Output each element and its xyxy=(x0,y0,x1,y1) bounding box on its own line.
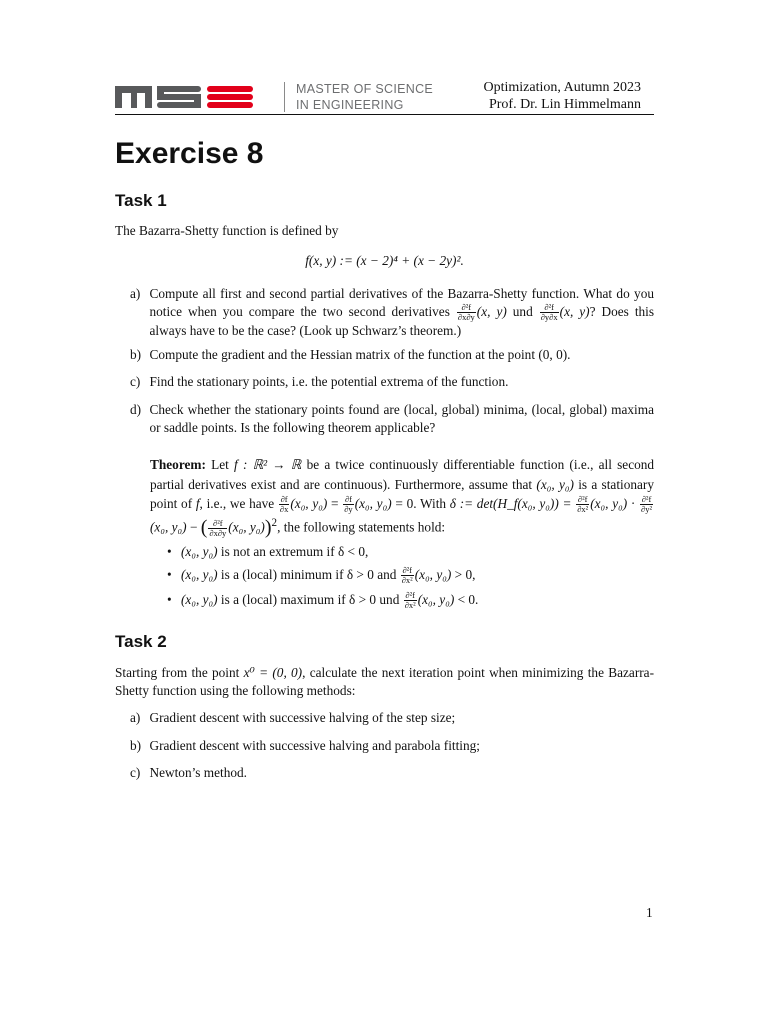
derivative-args: (x₀, y₀) xyxy=(590,496,628,511)
item-text: Gradient descent with successive halving of the step size; xyxy=(149,710,456,725)
second-partial-xy: $\frac{\text{∂²f}}{\partial x\partial y}$ xyxy=(209,518,227,539)
item-label: b) xyxy=(130,738,142,753)
item-text: Check whether the stationary points found are (local, global) minima, (local, global) maxima or saddle points. Is the following theorem applicable? xyxy=(149,402,654,435)
stationary-point: (x₀, y₀) xyxy=(181,592,218,607)
theorem-block: Theorem: Let f : ℝ² → ℝ be a twice continuously differentiable function (i.e., all second partial derivatives exist and are continuous). Furthermore, assume that (x₀, y₀) is a stationary point of f, i.e., we have $\frac{\partial f}{\partial x}$ (x₀, y₀) = $\frac{\partial f}{\partial y}$ (x₀, y₀) = 0. With δ := det(H_f(x₀, y₀)) = $\frac{\text{∂²f}}{\text{∂x²}}$ (x₀, y₀) · $\frac{\text{∂²f}}{\text{∂y²}}$ (x₀, y₀) − ( $\frac{\text{∂²f}}{\partial x\partial y}$ (x₀, y₀))$^2$, the following statements hold: xyxy=(150,457,655,540)
item-text: Find the stationary points, i.e. the potential extrema of the function. xyxy=(149,374,509,389)
second-partial-xx: $\frac{\text{∂²f}}{\text{∂x²}}$ xyxy=(577,494,589,515)
derivative-args: (x₀, y₀) xyxy=(354,496,392,511)
course-title: Optimization, Autumn 2023 xyxy=(483,80,641,95)
exercise-title: Exercise 8 xyxy=(115,137,264,170)
logo-subtitle-line1: MASTER OF SCIENCE xyxy=(296,82,434,96)
course-info xyxy=(484,79,642,113)
professor-name: Prof. Dr. Lin Himmelmann xyxy=(488,97,641,112)
item-label: a) xyxy=(130,286,141,301)
theorem-label: Theorem: xyxy=(150,457,206,472)
theorem-text: is a stationary point of xyxy=(150,476,654,511)
second-partial-yy: $\frac{\text{∂²f}}{\text{∂y²}}$ xyxy=(641,494,653,515)
theorem-text: , i.e., we have xyxy=(199,496,275,511)
logo-subtitle-line2: IN ENGINEERING xyxy=(296,98,404,112)
item-text: Compute the gradient and the Hessian matrix of the function at the point xyxy=(149,347,536,362)
intro-text: , calculate the next iteration point when minimizing the Bazarra-Shetty function using the following methods: xyxy=(115,665,654,698)
point-zero: (0, 0). xyxy=(538,347,571,362)
function-symbol: f xyxy=(195,496,200,511)
item-text: Gradient descent with successive halving and parabola fitting; xyxy=(149,738,480,753)
task1-heading: Task 1 xyxy=(115,191,167,210)
item-label: c) xyxy=(130,374,141,389)
intro-text: Starting from the point xyxy=(115,665,240,680)
theorem-text: Let xyxy=(211,457,229,472)
logo-subtitle xyxy=(296,81,446,113)
theorem-text: = 0. With xyxy=(395,496,447,511)
header-rule xyxy=(115,114,654,115)
item-text-continued: ? Does this always have to be the case? (Look up Schwarz’s theorem.) xyxy=(149,303,655,338)
task2-item-a xyxy=(130,709,654,727)
page-number: 1 xyxy=(646,905,653,920)
function-definition: f(x, y) := (x − 2)⁴ + (x − 2y)². xyxy=(305,253,464,268)
bullet-text: is a (local) maximum if δ > 0 und xyxy=(220,592,400,607)
task1-item-d xyxy=(130,401,654,436)
item-label: b) xyxy=(130,347,142,362)
start-point: x⁰ = (0, 0) xyxy=(243,665,303,680)
item-text: Compute all first and second partial derivatives of the Bazarra-Shetty function. What do you notice when you compare the two second derivatives xyxy=(149,286,654,319)
theorem-text: , the following statements hold: xyxy=(277,519,446,535)
stationary-point: (x₀, y₀) xyxy=(181,544,218,559)
theorem-text: be a twice continuously differentiable function (i.e., all second partial derivatives exist and are continuous). Furthermore, assume that xyxy=(150,457,655,492)
task1-item-b xyxy=(130,346,654,364)
second-derivative-yx: $\frac{\text{∂²f}}{\partial y\partial x}$ xyxy=(540,301,558,322)
second-partial-xx: $\frac{\text{∂²f}}{\text{∂x²}}$ xyxy=(404,590,416,611)
derivative-args: (x₀, y₀) xyxy=(228,519,265,535)
derivative-args: (x, y) xyxy=(476,303,507,319)
task2-intro xyxy=(115,664,654,699)
logo-divider xyxy=(284,82,285,112)
task1-intro: The Bazarra-Shetty function is defined by xyxy=(115,223,339,238)
derivative-args: (x₀, y₀) xyxy=(414,567,452,582)
item-label: c) xyxy=(130,765,141,780)
derivative-args: (x, y) xyxy=(559,303,590,319)
task1-item-c xyxy=(130,373,654,391)
delta-definition: δ := det(H_f(x₀, y₀)) = xyxy=(449,496,572,511)
item-text: Newton’s method. xyxy=(149,765,247,780)
partial-fx: $\frac{\partial f}{\partial x}$ xyxy=(279,494,289,515)
function-signature: f : ℝ² → ℝ xyxy=(234,457,302,472)
partial-fy: $\frac{\partial f}{\partial y}$ xyxy=(344,494,353,515)
derivative-args: (x₀, y₀) xyxy=(290,496,328,511)
bullet-text: is not an extremum if δ < 0, xyxy=(220,544,369,559)
connector-word: und xyxy=(512,303,533,319)
second-derivative-xy: $\frac{\text{∂²f}}{\partial x\partial y}$ xyxy=(457,301,475,322)
second-partial-xx: $\frac{\text{∂²f}}{\text{∂x²}}$ xyxy=(401,565,413,586)
theorem-bullet-1: • (x₀, y₀) is not an extremum if δ < 0, xyxy=(167,544,369,559)
condition: > 0, xyxy=(454,567,476,582)
task2-item-b xyxy=(130,737,654,755)
mse-logo xyxy=(115,84,255,110)
task2-heading: Task 2 xyxy=(115,632,167,651)
bullet-text: is a (local) minimum if δ > 0 and xyxy=(220,567,397,582)
condition: < 0. xyxy=(457,592,479,607)
item-label: d) xyxy=(130,402,142,417)
stationary-point: (x₀, y₀) xyxy=(181,567,218,582)
theorem-bullet-3: • (x₀, y₀) is a (local) maximum if δ > 0 und $\frac{\text{∂²f}}{\text{∂x²}}$ (x₀, y₀) < 0. xyxy=(167,590,479,611)
stationary-point: (x₀, y₀) xyxy=(536,476,574,492)
task1-item-a xyxy=(130,285,654,339)
derivative-args: (x₀, y₀) xyxy=(417,592,455,607)
bazarra-shetty-equation xyxy=(115,252,654,270)
item-label: a) xyxy=(130,710,141,725)
derivative-args: (x₀, y₀) xyxy=(150,519,187,535)
theorem-bullet-2: • (x₀, y₀) is a (local) minimum if δ > 0 and $\frac{\text{∂²f}}{\text{∂x²}}$ (x₀, y₀) > 0, xyxy=(167,565,476,586)
task2-item-c xyxy=(130,764,654,782)
